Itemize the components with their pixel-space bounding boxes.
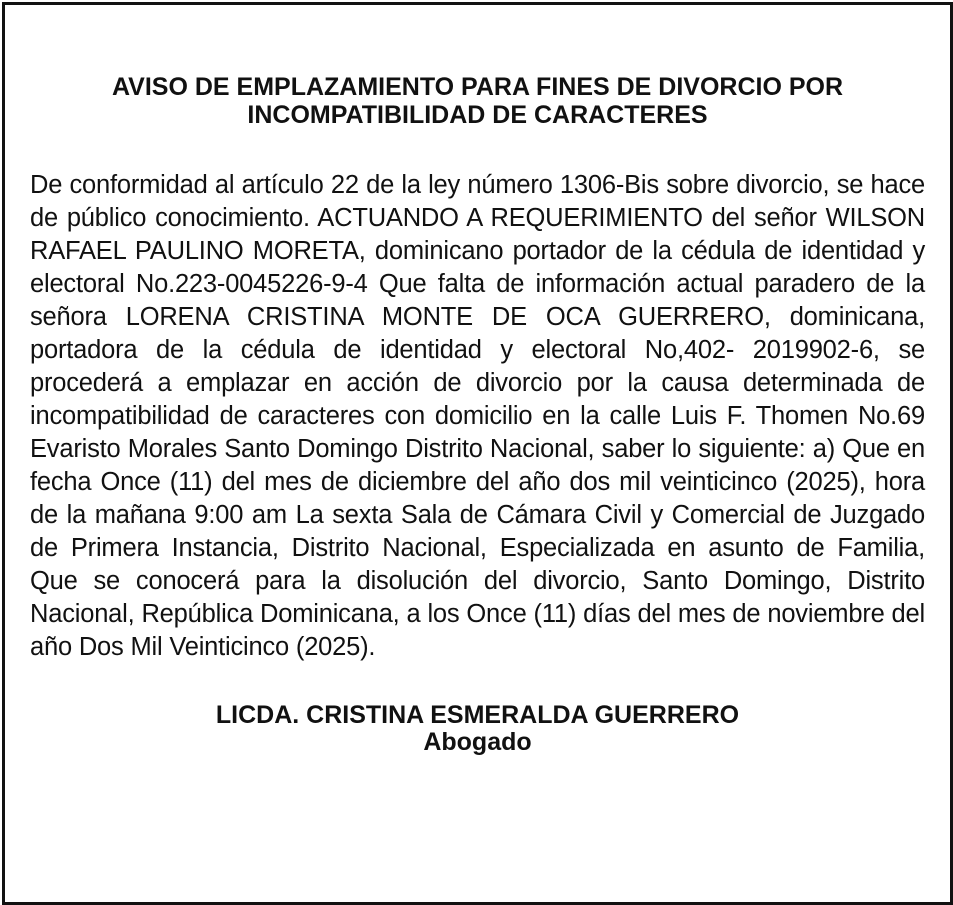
notice-title bbox=[30, 73, 925, 129]
legal-notice-content bbox=[30, 73, 925, 756]
notice-body-paragraph: De conformidad al artículo 22 de la ley número 1306-Bis sobre divorcio, se hace de público conocimiento. ACTUANDO A REQUERIMIENTO del señor WILSON RAFAEL PAULINO MORETA, dominicano portador de la cédula de identidad y electoral No.223-0045226-9-4 Que falta de información actual paradero de la señora LORENA CRISTINA MONTE DE OCA GUERRERO, dominicana, portadora de la cédula de identidad y electoral No,402- 2019902-6, se procederá a emplazar en acción de divorcio por la causa determinada de incompatibilidad de caracteres con domicilio en la calle Luis F. Thomen No.69 Evaristo Morales Santo Domingo Distrito Nacional, saber lo siguiente: a) Que en fecha Once (11) del mes de diciembre del año dos mil veinticinco (2025), hora de la mañana 9:00 am La sexta Sala de Cámara Civil y Comercial de Juzgado de Primera Instancia, Distrito Nacional, Especializada en asunto de Familia, Que se conocerá para la disolución del divorcio, Santo Domingo, Distrito Nacional, República Dominicana, a los Once (11) días del mes de noviembre del año Dos Mil Veinticinco (2025). bbox=[30, 171, 925, 661]
signature-name: LICDA. CRISTINA ESMERALDA GUERRERO bbox=[215, 701, 740, 729]
legal-notice-frame bbox=[2, 2, 953, 905]
signature-block bbox=[30, 702, 925, 756]
notice-title-line-2: INCOMPATIBILIDAD DE CARACTERES bbox=[247, 101, 708, 129]
notice-title-line-1: AVISO DE EMPLAZAMIENTO PARA FINES DE DIVORCIO POR bbox=[111, 73, 844, 101]
signature-role: Abogado bbox=[423, 728, 532, 756]
